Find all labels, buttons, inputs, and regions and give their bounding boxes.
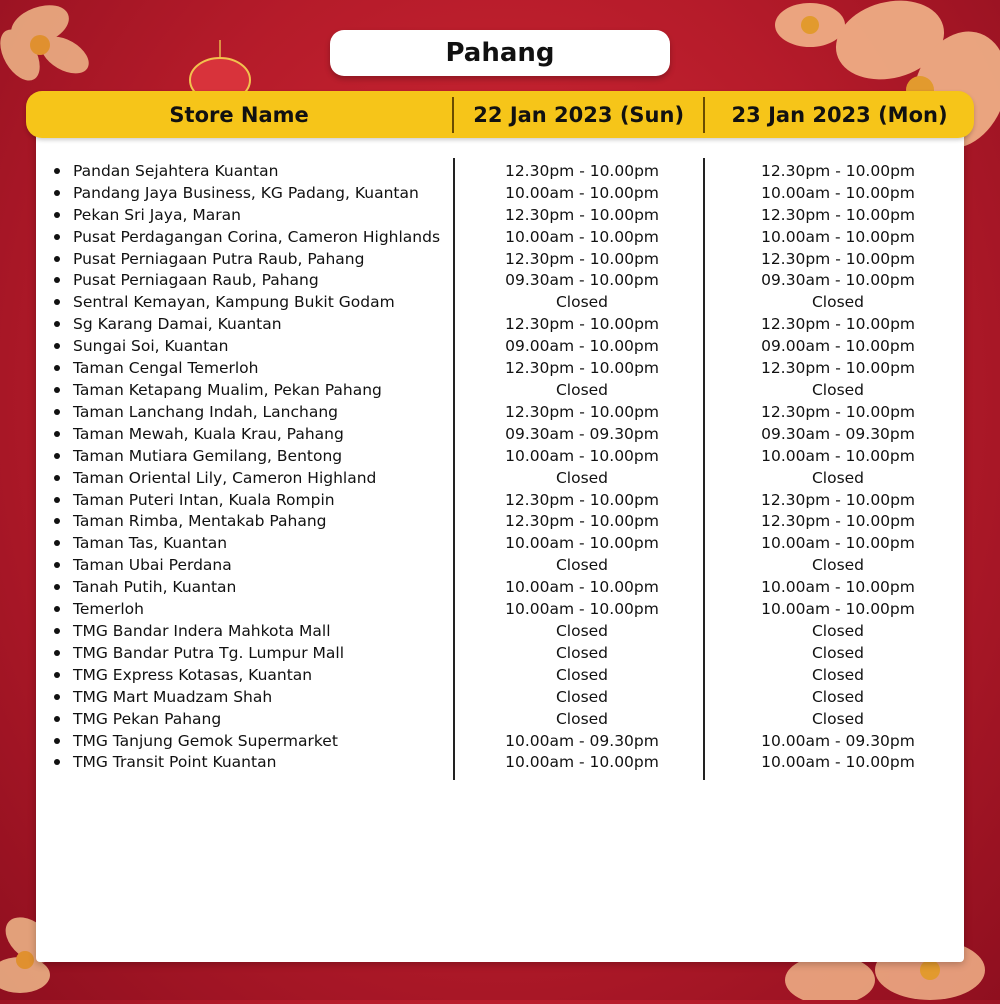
day1-hours: Closed (555, 381, 609, 400)
day1-hours: Closed (555, 293, 609, 312)
day2-hours: Closed (811, 709, 865, 728)
bullet-icon (54, 650, 60, 656)
bullet-icon (54, 321, 60, 327)
store-name: Sg Karang Damai, Kuantan (73, 315, 282, 334)
store-name-cell (36, 206, 448, 224)
store-name: Pusat Perniagaan Raub, Pahang (73, 271, 319, 290)
bullet-icon (54, 475, 60, 481)
store-list (36, 160, 964, 773)
bullet-icon (54, 212, 60, 218)
page-title (330, 30, 670, 76)
day2-hours: 12.30pm - 10.00pm (760, 249, 916, 268)
bullet-icon (54, 234, 60, 240)
store-name: Taman Rimba, Mentakab Pahang (73, 512, 327, 531)
store-name: Taman Lanchang Indah, Lanchang (73, 402, 339, 421)
store-name: Taman Ketapang Mualim, Pekan Pahang (73, 381, 382, 400)
store-name-cell (36, 271, 448, 289)
day1-hours: 10.00am - 10.00pm (505, 578, 659, 597)
bullet-icon (54, 540, 60, 546)
day2-hours: Closed (811, 687, 865, 706)
day2-hours: 12.30pm - 10.00pm (760, 315, 916, 334)
store-name-cell (36, 359, 448, 377)
store-name-cell (36, 250, 448, 268)
store-name-cell (36, 315, 448, 333)
day1-hours: 09.00am - 10.00pm (505, 337, 659, 356)
bullet-icon (54, 497, 60, 503)
store-name: Taman Tas, Kuantan (73, 534, 228, 553)
day2-hours: 10.00am - 10.00pm (761, 753, 915, 772)
store-name-cell (36, 688, 448, 706)
table-row (36, 467, 964, 489)
page-title-text: Pahang (445, 38, 555, 68)
day2-hours: 12.30pm - 10.00pm (760, 205, 916, 224)
store-name-cell (36, 228, 448, 246)
table-row (36, 751, 964, 773)
table-row (36, 204, 964, 226)
table-row (36, 532, 964, 554)
table-row (36, 248, 964, 270)
table-row (36, 620, 964, 642)
table-row (36, 642, 964, 664)
store-name: TMG Tanjung Gemok Supermarket (73, 731, 338, 750)
day2-hours: 10.00am - 10.00pm (761, 227, 915, 246)
bullet-icon (54, 628, 60, 634)
store-name: Taman Puteri Intan, Kuala Rompin (73, 490, 335, 509)
store-name-cell (36, 184, 448, 202)
store-name: Taman Oriental Lily, Cameron Highland (73, 468, 377, 487)
store-name-cell (36, 425, 448, 443)
bullet-icon (54, 277, 60, 283)
bullet-icon (54, 584, 60, 590)
bullet-icon (54, 343, 60, 349)
table-row (36, 445, 964, 467)
table-row (36, 313, 964, 335)
store-name-cell (36, 556, 448, 574)
day1-hours: Closed (555, 468, 609, 487)
day1-hours: Closed (555, 665, 609, 684)
day1-hours: 10.00am - 10.00pm (505, 534, 659, 553)
day1-hours: 10.00am - 10.00pm (505, 600, 659, 619)
day1-hours: Closed (555, 621, 609, 640)
day1-hours: 12.30pm - 10.00pm (504, 402, 660, 421)
day1-hours: Closed (555, 709, 609, 728)
day2-hours: 10.00am - 10.00pm (761, 534, 915, 553)
day1-hours: 12.30pm - 10.00pm (504, 315, 660, 334)
day2-hours: 10.00am - 10.00pm (761, 446, 915, 465)
day1-hours: Closed (555, 556, 609, 575)
bullet-icon (54, 431, 60, 437)
table-row (36, 664, 964, 686)
store-name: Taman Cengal Temerloh (73, 359, 259, 378)
bullet-icon (54, 606, 60, 612)
store-name: Temerloh (73, 600, 144, 619)
day2-hours: 10.00am - 09.30pm (761, 731, 915, 750)
store-name-cell (36, 753, 448, 771)
store-name: Sentral Kemayan, Kampung Bukit Godam (73, 293, 395, 312)
day2-hours: 12.30pm - 10.00pm (760, 490, 916, 509)
table-row (36, 598, 964, 620)
table-header (26, 91, 974, 138)
column-header-day2: 23 Jan 2023 (Mon) (731, 102, 948, 127)
table-row (36, 226, 964, 248)
table-row (36, 489, 964, 511)
bullet-icon (54, 759, 60, 765)
day1-hours: 12.30pm - 10.00pm (504, 512, 660, 531)
store-name-cell (36, 710, 448, 728)
store-name: Taman Mutiara Gemilang, Bentong (73, 446, 343, 465)
day2-hours: 10.00am - 10.00pm (761, 183, 915, 202)
bullet-icon (54, 716, 60, 722)
store-name: TMG Express Kotasas, Kuantan (73, 665, 313, 684)
bullet-icon (54, 694, 60, 700)
bullet-icon (54, 190, 60, 196)
store-name-cell (36, 600, 448, 618)
store-name: Pekan Sri Jaya, Maran (73, 205, 241, 224)
store-name-cell (36, 293, 448, 311)
day2-hours: Closed (811, 643, 865, 662)
day1-hours: 10.00am - 10.00pm (505, 183, 659, 202)
table-row (36, 554, 964, 576)
bullet-icon (54, 672, 60, 678)
store-name-cell (36, 162, 448, 180)
store-name: Tanah Putih, Kuantan (73, 578, 237, 597)
store-name: Pandang Jaya Business, KG Padang, Kuantan (73, 183, 419, 202)
table-row (36, 511, 964, 533)
store-name: Pandan Sejahtera Kuantan (73, 161, 279, 180)
bullet-icon (54, 738, 60, 744)
store-name: TMG Mart Muadzam Shah (73, 687, 273, 706)
day2-hours: 12.30pm - 10.00pm (760, 512, 916, 531)
day2-hours: Closed (811, 381, 865, 400)
table-row (36, 423, 964, 445)
day1-hours: 10.00am - 10.00pm (505, 446, 659, 465)
day1-hours: 09.30am - 10.00pm (505, 271, 659, 290)
day1-hours: 10.00am - 09.30pm (505, 731, 659, 750)
day1-hours: 12.30pm - 10.00pm (504, 161, 660, 180)
bullet-icon (54, 453, 60, 459)
bullet-icon (54, 365, 60, 371)
store-name-cell (36, 534, 448, 552)
day1-hours: 12.30pm - 10.00pm (504, 205, 660, 224)
store-name-cell (36, 644, 448, 662)
table-row (36, 160, 964, 182)
table-row (36, 335, 964, 357)
table-row (36, 686, 964, 708)
day1-hours: 12.30pm - 10.00pm (504, 490, 660, 509)
table-row (36, 730, 964, 752)
table-row (36, 270, 964, 292)
day1-hours: Closed (555, 643, 609, 662)
table-row (36, 291, 964, 313)
day1-hours: Closed (555, 687, 609, 706)
day2-hours: 12.30pm - 10.00pm (760, 161, 916, 180)
bullet-icon (54, 299, 60, 305)
day2-hours: 10.00am - 10.00pm (761, 578, 915, 597)
table-row (36, 708, 964, 730)
table-row (36, 401, 964, 423)
store-name: Taman Mewah, Kuala Krau, Pahang (73, 424, 344, 443)
store-name-cell (36, 732, 448, 750)
day2-hours: 09.00am - 10.00pm (761, 337, 915, 356)
store-name: TMG Bandar Putra Tg. Lumpur Mall (73, 643, 345, 662)
day2-hours: Closed (811, 621, 865, 640)
store-name: Sungai Soi, Kuantan (73, 337, 229, 356)
bullet-icon (54, 168, 60, 174)
bullet-icon (54, 409, 60, 415)
day1-hours: 09.30am - 09.30pm (505, 424, 659, 443)
store-name: TMG Bandar Indera Mahkota Mall (73, 621, 331, 640)
store-name: TMG Transit Point Kuantan (73, 753, 277, 772)
day2-hours: Closed (811, 468, 865, 487)
table-row (36, 379, 964, 401)
day2-hours: 12.30pm - 10.00pm (760, 359, 916, 378)
store-name: Pusat Perdagangan Corina, Cameron Highlands (73, 227, 441, 246)
store-name-cell (36, 403, 448, 421)
day1-hours: 12.30pm - 10.00pm (504, 249, 660, 268)
column-header-day1: 22 Jan 2023 (Sun) (473, 102, 685, 127)
day1-hours: 10.00am - 10.00pm (505, 753, 659, 772)
table-row (36, 357, 964, 379)
day2-hours: 12.30pm - 10.00pm (760, 402, 916, 421)
day2-hours: 09.30am - 09.30pm (761, 424, 915, 443)
store-name-cell (36, 512, 448, 530)
store-name-cell (36, 337, 448, 355)
day2-hours: Closed (811, 293, 865, 312)
store-name-cell (36, 381, 448, 399)
store-name: TMG Pekan Pahang (73, 709, 222, 728)
bullet-icon (54, 562, 60, 568)
column-header-store: Store Name (169, 102, 309, 127)
day1-hours: 12.30pm - 10.00pm (504, 359, 660, 378)
day2-hours: 09.30am - 10.00pm (761, 271, 915, 290)
store-name: Taman Ubai Perdana (73, 556, 232, 575)
store-name-cell (36, 622, 448, 640)
store-name-cell (36, 447, 448, 465)
store-name-cell (36, 578, 448, 596)
day2-hours: 10.00am - 10.00pm (761, 600, 915, 619)
bullet-icon (54, 518, 60, 524)
bullet-icon (54, 256, 60, 262)
table-row (36, 576, 964, 598)
bullet-icon (54, 387, 60, 393)
day1-hours: 10.00am - 10.00pm (505, 227, 659, 246)
store-name-cell (36, 491, 448, 509)
day2-hours: Closed (811, 665, 865, 684)
store-name-cell (36, 666, 448, 684)
day2-hours: Closed (811, 556, 865, 575)
store-name: Pusat Perniagaan Putra Raub, Pahang (73, 249, 365, 268)
table-row (36, 182, 964, 204)
store-name-cell (36, 469, 448, 487)
